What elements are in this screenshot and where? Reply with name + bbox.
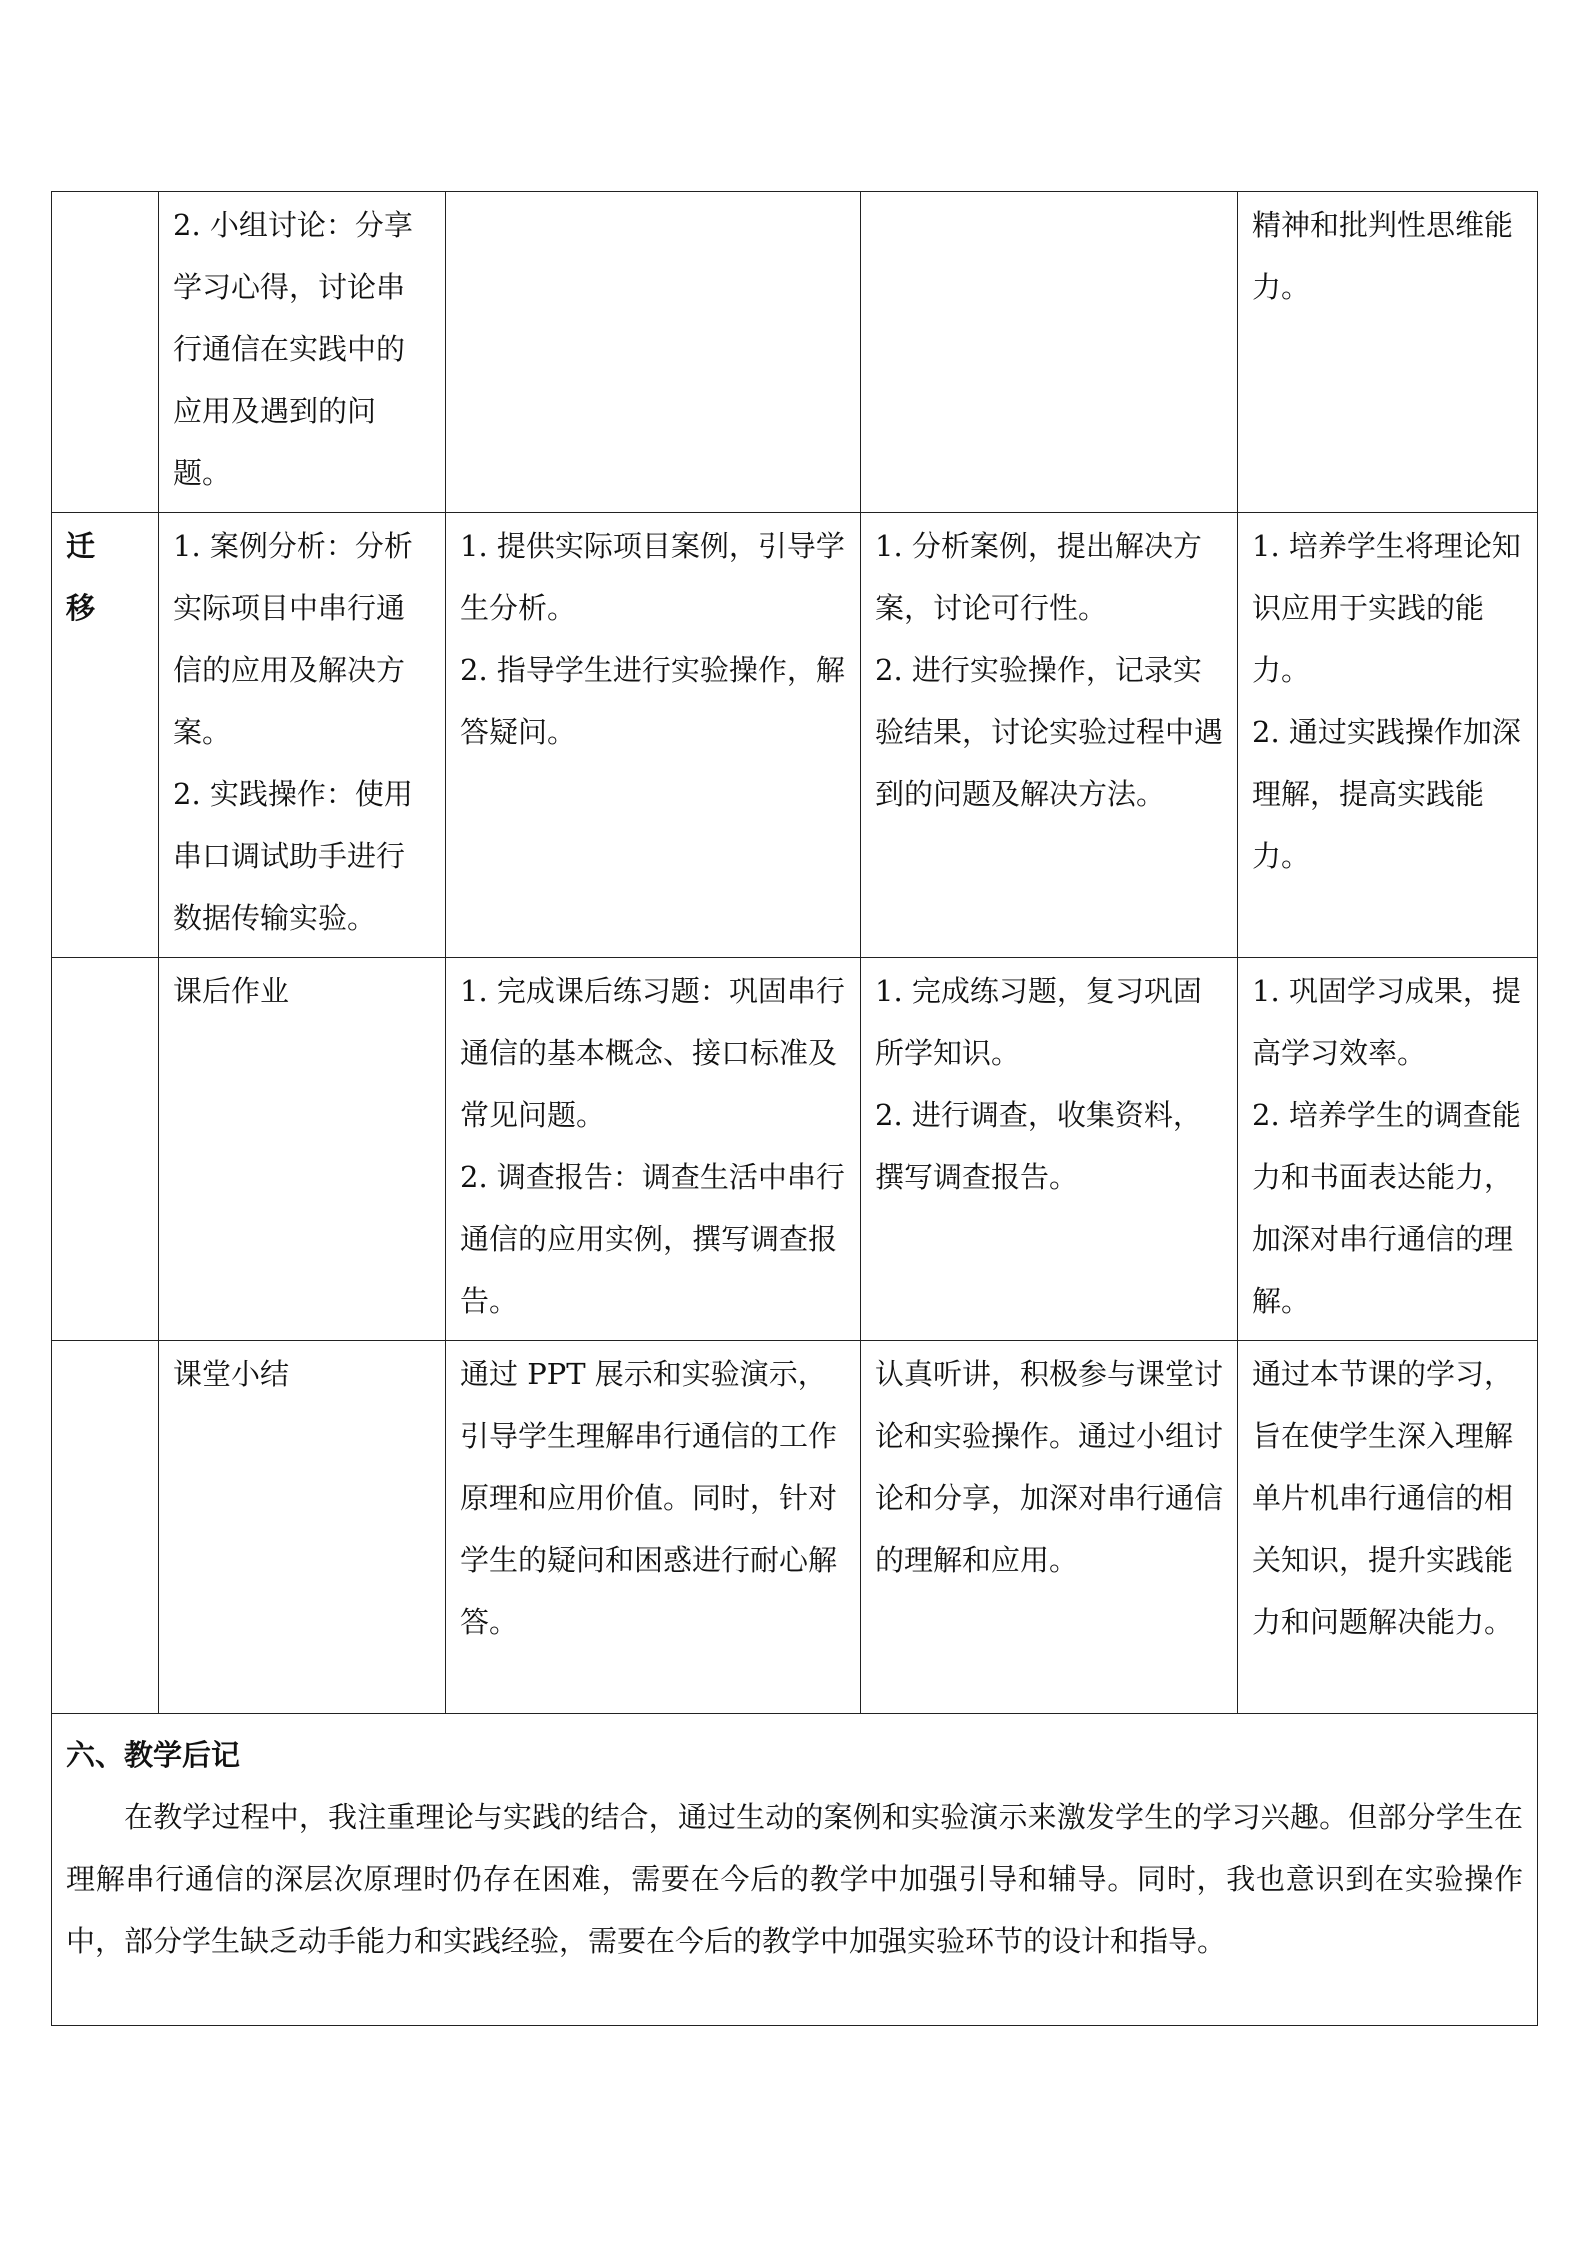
afterword-title: 六、教学后记 <box>66 1738 241 1772</box>
content-item: 2. 实践操作：使用串口调试助手进行数据传输实验。 <box>173 777 413 935</box>
intent-item: 精神和批判性思维能力。 <box>1252 208 1514 304</box>
teacher-item: 2. 调查报告：调查生活中串行通信的应用实例，撰写调查报告。 <box>460 1160 845 1318</box>
content-cell <box>159 192 446 513</box>
teacher-item: 1. 完成课后练习题：巩固串行通信的基本概念、接口标准及常见问题。 <box>460 974 845 1132</box>
afterword-body: 在教学过程中，我注重理论与实践的结合，通过生动的案例和实验演示来激发学生的学习兴趣。但部分学生在理解串行通信的深层次原理时仍存在困难，需要在今后的教学中加强引导和辅导。同时，我也意识到在实验操作中，部分学生缺乏动手能力和实践经验，需要在今后的教学中加强实验环节的设计和指导。 <box>66 1800 1523 1958</box>
afterword-cell <box>52 1714 1538 2026</box>
student-item: 2. 进行实验操作，记录实验结果，讨论实验过程中遇到的问题及解决方法。 <box>875 653 1224 811</box>
lesson-plan-body <box>52 192 1538 2026</box>
design-intent-cell <box>1238 513 1538 958</box>
teacher-activity-cell <box>446 513 861 958</box>
content-item: 课后作业 <box>173 974 290 1008</box>
student-item: 2. 进行调查，收集资料，撰写调查报告。 <box>875 1098 1202 1194</box>
teacher-item: 2. 指导学生进行实验操作，解答疑问。 <box>460 653 845 749</box>
student-activity-cell <box>861 958 1238 1341</box>
intent-item: 1. 巩固学习成果，提高学习效率。 <box>1252 974 1521 1070</box>
intent-item: 1. 培养学生将理论知识应用于实践的能力。 <box>1252 529 1521 687</box>
intent-item: 2. 培养学生的调查能力和书面表达能力，加深对串行通信的理解。 <box>1252 1098 1521 1318</box>
afterword-row <box>52 1714 1538 2026</box>
student-item: 1. 分析案例，提出解决方案，讨论可行性。 <box>875 529 1202 625</box>
teacher-item: 1. 提供实际项目案例，引导学生分析。 <box>460 529 845 625</box>
table-row <box>52 958 1538 1341</box>
content-cell <box>159 1341 446 1714</box>
content-cell <box>159 513 446 958</box>
content-cell <box>159 958 446 1341</box>
teacher-activity-cell <box>446 192 861 513</box>
student-activity-cell <box>861 192 1238 513</box>
table-row <box>52 192 1538 513</box>
content-item: 2. 小组讨论：分享学习心得，讨论串行通信在实践中的应用及遇到的问题。 <box>173 208 413 490</box>
intent-item: 通过本节课的学习，旨在使学生深入理解单片机串行通信的相关知识，提升实践能力和问题解决能力。 <box>1252 1357 1514 1639</box>
teacher-activity-cell <box>446 958 861 1341</box>
student-item: 认真听讲，积极参与课堂讨论和实验操作。通过小组讨论和分享，加深对串行通信的理解和应用。 <box>875 1357 1224 1577</box>
design-intent-cell <box>1238 958 1538 1341</box>
student-activity-cell <box>861 1341 1238 1714</box>
intent-item: 2. 通过实践操作加深理解，提高实践能力。 <box>1252 715 1521 873</box>
table-row <box>52 513 1538 958</box>
content-item: 课堂小结 <box>173 1357 290 1391</box>
content-item: 1. 案例分析：分析实际项目中串行通信的应用及解决方案。 <box>173 529 413 749</box>
stage-cell <box>52 958 159 1341</box>
stage-cell <box>52 1341 159 1714</box>
student-item: 1. 完成练习题，复习巩固所学知识。 <box>875 974 1202 1070</box>
design-intent-cell <box>1238 1341 1538 1714</box>
lesson-plan-table <box>51 191 1538 2026</box>
stage-cell <box>52 192 159 513</box>
stage-label: 迁移 <box>66 529 96 625</box>
design-intent-cell <box>1238 192 1538 513</box>
table-row <box>52 1341 1538 1714</box>
stage-cell <box>52 513 159 958</box>
teacher-item: 通过 PPT 展示和实验演示，引导学生理解串行通信的工作原理和应用价值。同时，针对学生的疑问和困惑进行耐心解答。 <box>460 1357 838 1639</box>
student-activity-cell <box>861 513 1238 958</box>
teacher-activity-cell <box>446 1341 861 1714</box>
